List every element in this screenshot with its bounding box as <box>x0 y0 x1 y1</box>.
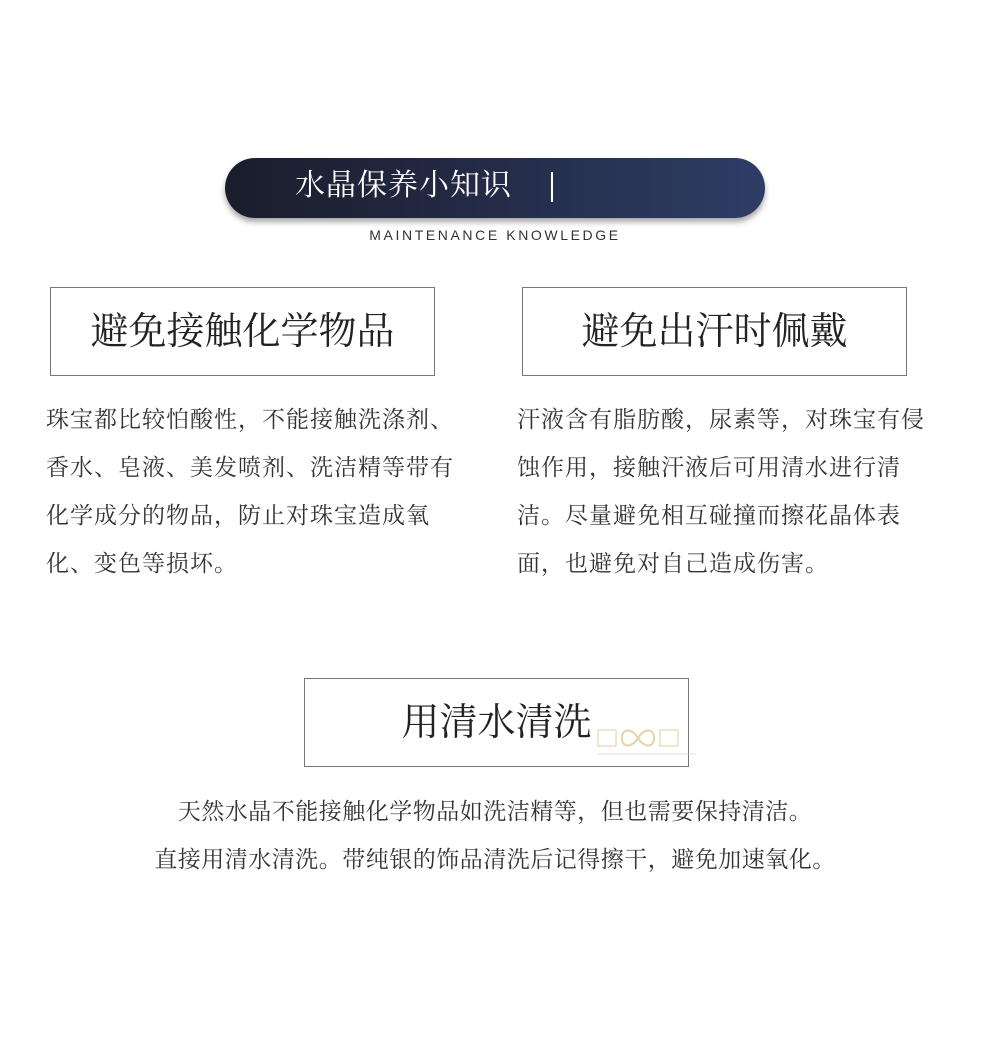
infinity-logo-icon <box>596 722 704 762</box>
section-heading-chemicals: 避免接触化学物品 <box>50 287 435 376</box>
section-body-sweat: 汗液含有脂肪酸，尿素等，对珠宝有侵蚀作用，接触汗液后可用清水进行清洁。尽量避免相互碰撞而擦花晶体表面，也避免对自己造成伤害。 <box>517 407 925 577</box>
section-body-chemicals: 珠宝都比较怕酸性，不能接触洗涤剂、香水、皂液、美发喷剂、洗洁精等带有化学成分的物品，防止对珠宝造成氧化、变色等损坏。 <box>46 407 454 577</box>
page-title: 水晶保养小知识 <box>295 168 512 203</box>
section-heading-sweat: 避免出汗时佩戴 <box>522 287 907 376</box>
title-divider <box>551 172 553 202</box>
section-body-rinse-line-2: 直接用清水清洗。带纯银的饰品清洗后记得擦干，避免加速氧化。 <box>154 847 836 873</box>
section-heading-rinse: 用清水清洗 <box>304 678 689 767</box>
section-body-rinse-line-1: 天然水晶不能接触化学物品如洗洁精等，但也需要保持清洁。 <box>177 799 813 825</box>
page-subtitle: MAINTENANCE KNOWLEDGE <box>369 227 621 243</box>
